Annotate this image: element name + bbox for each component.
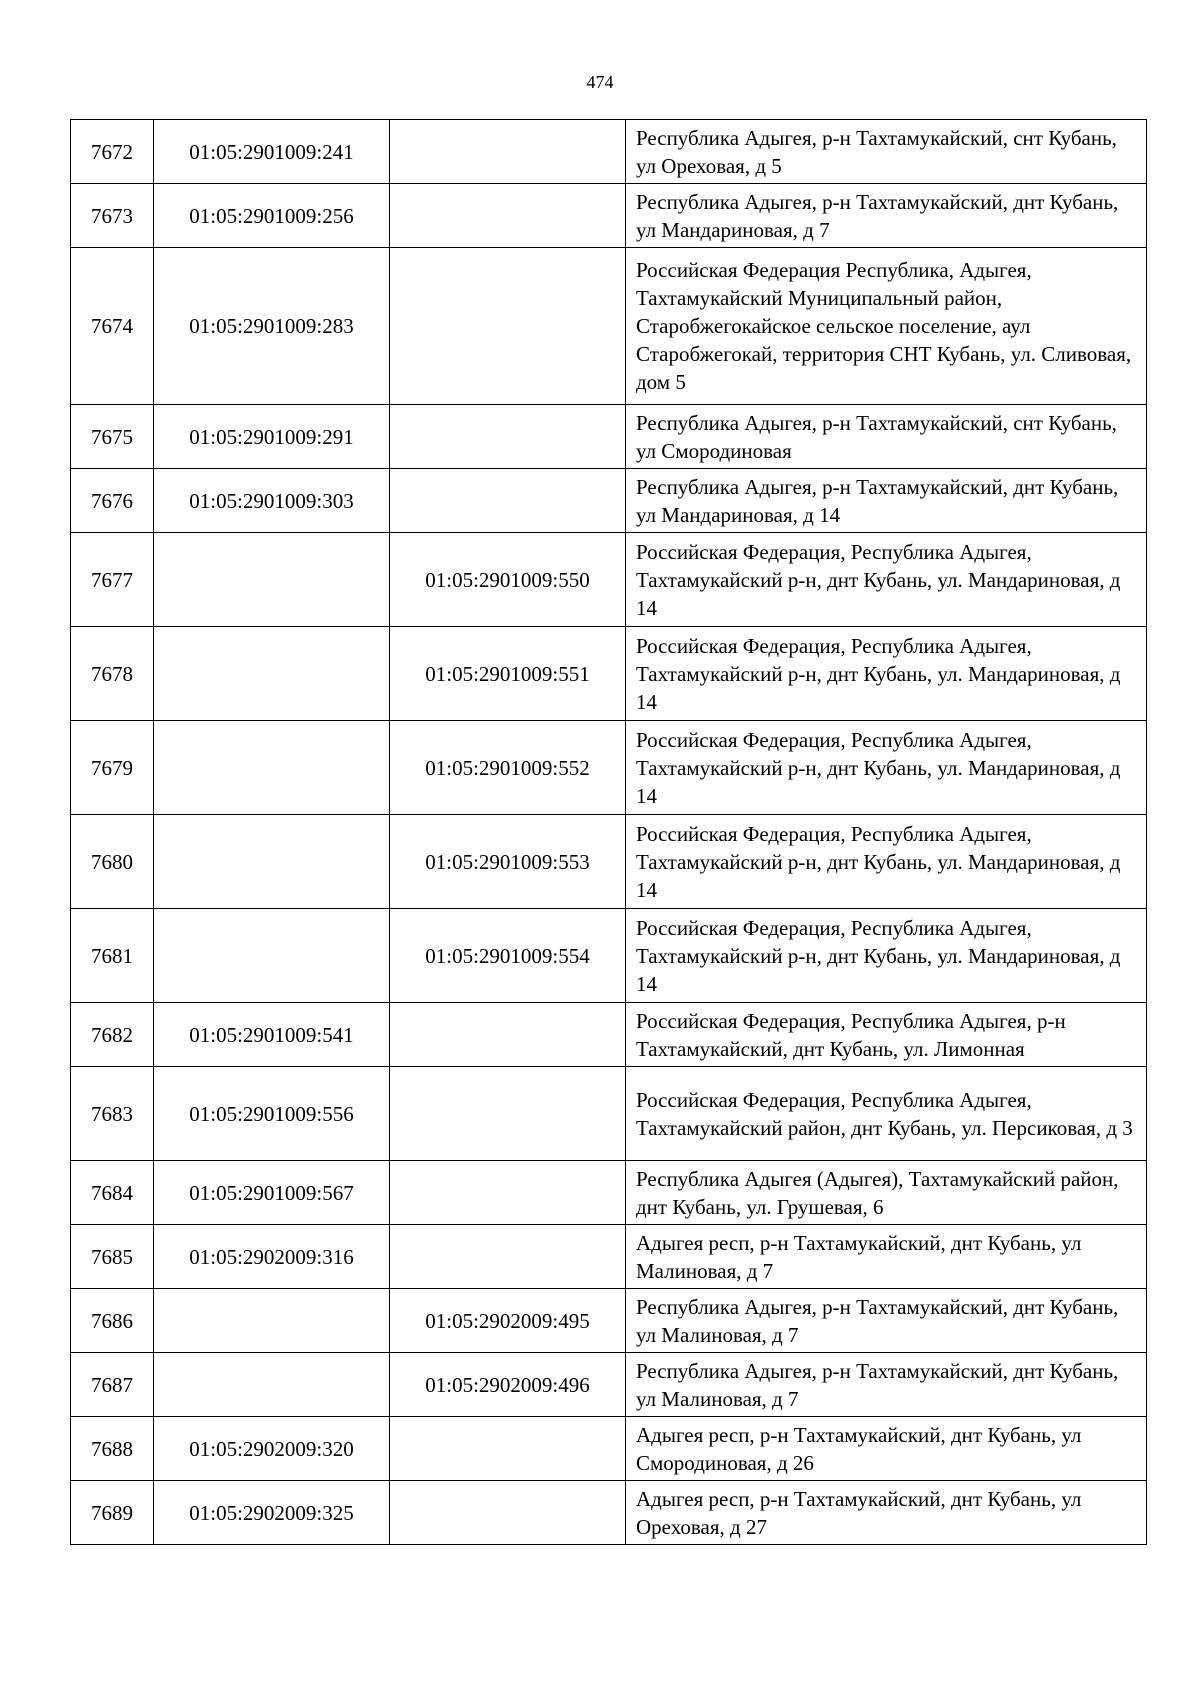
cadastral-number-cell: 01:05:2901009:241 — [154, 120, 390, 184]
table-row — [71, 1289, 1147, 1353]
address-cell: Республика Адыгея, р-н Тахтамукайский, днт Кубань, ул Мандариновая, д 14 — [626, 469, 1147, 533]
address-cell: Российская Федерация, Республика Адыгея, р-н Тахтамукайский, днт Кубань, ул. Лимонная — [626, 1003, 1147, 1067]
cadastral-number-cell: 01:05:2902009:320 — [154, 1417, 390, 1481]
address-cell: Республика Адыгея, р-н Тахтамукайский, днт Кубань, ул Малиновая, д 7 — [626, 1353, 1147, 1417]
table-row — [71, 469, 1147, 533]
cadastral-number-cell: 01:05:2901009:303 — [154, 469, 390, 533]
row-number-cell: 7678 — [71, 627, 154, 721]
related-cadastral-number-cell — [390, 405, 626, 469]
related-cadastral-number-cell: 01:05:2902009:496 — [390, 1353, 626, 1417]
cadastral-number-cell — [154, 1289, 390, 1353]
cadastral-number-cell: 01:05:2901009:291 — [154, 405, 390, 469]
address-cell: Республика Адыгея, р-н Тахтамукайский, снт Кубань, ул Ореховая, д 5 — [626, 120, 1147, 184]
row-number-cell: 7684 — [71, 1161, 154, 1225]
row-number-cell: 7689 — [71, 1481, 154, 1545]
row-number-cell: 7675 — [71, 405, 154, 469]
table-row — [71, 815, 1147, 909]
address-cell: Республика Адыгея, р-н Тахтамукайский, днт Кубань, ул Малиновая, д 7 — [626, 1289, 1147, 1353]
row-number-cell: 7677 — [71, 533, 154, 627]
cadastral-number-cell: 01:05:2902009:325 — [154, 1481, 390, 1545]
table-row — [71, 248, 1147, 405]
related-cadastral-number-cell: 01:05:2902009:495 — [390, 1289, 626, 1353]
cadastral-number-cell: 01:05:2901009:556 — [154, 1067, 390, 1161]
registry-table-body — [71, 120, 1147, 1545]
table-row — [71, 405, 1147, 469]
related-cadastral-number-cell — [390, 1003, 626, 1067]
row-number-cell: 7685 — [71, 1225, 154, 1289]
row-number-cell: 7688 — [71, 1417, 154, 1481]
address-cell: Республика Адыгея, р-н Тахтамукайский, днт Кубань, ул Мандариновая, д 7 — [626, 184, 1147, 248]
address-cell: Адыгея респ, р-н Тахтамукайский, днт Кубань, ул Малиновая, д 7 — [626, 1225, 1147, 1289]
table-row — [71, 909, 1147, 1003]
row-number-cell: 7673 — [71, 184, 154, 248]
table-row — [71, 1225, 1147, 1289]
related-cadastral-number-cell: 01:05:2901009:553 — [390, 815, 626, 909]
address-cell: Российская Федерация, Республика Адыгея, Тахтамукайский район, днт Кубань, ул. Персиковая, д 3 — [626, 1067, 1147, 1161]
table-row — [71, 1161, 1147, 1225]
cadastral-number-cell: 01:05:2901009:567 — [154, 1161, 390, 1225]
address-cell: Российская Федерация, Республика Адыгея, Тахтамукайский р-н, днт Кубань, ул. Мандариновая, д 14 — [626, 627, 1147, 721]
row-number-cell: 7683 — [71, 1067, 154, 1161]
cadastral-number-cell — [154, 909, 390, 1003]
address-cell: Адыгея респ, р-н Тахтамукайский, днт Кубань, ул Ореховая, д 27 — [626, 1481, 1147, 1545]
related-cadastral-number-cell — [390, 1161, 626, 1225]
row-number-cell: 7676 — [71, 469, 154, 533]
related-cadastral-number-cell — [390, 120, 626, 184]
table-row — [71, 1353, 1147, 1417]
page-number: 474 — [586, 72, 614, 92]
related-cadastral-number-cell — [390, 1225, 626, 1289]
cadastral-number-cell — [154, 533, 390, 627]
address-cell: Российская Федерация, Республика Адыгея, Тахтамукайский р-н, днт Кубань, ул. Мандариновая, д 14 — [626, 909, 1147, 1003]
address-cell: Республика Адыгея, р-н Тахтамукайский, снт Кубань, ул Смородиновая — [626, 405, 1147, 469]
related-cadastral-number-cell — [390, 469, 626, 533]
related-cadastral-number-cell: 01:05:2901009:551 — [390, 627, 626, 721]
row-number-cell: 7680 — [71, 815, 154, 909]
table-row — [71, 1417, 1147, 1481]
cadastral-number-cell — [154, 627, 390, 721]
address-cell: Российская Федерация, Республика Адыгея, Тахтамукайский р-н, днт Кубань, ул. Мандариновая, д 14 — [626, 815, 1147, 909]
related-cadastral-number-cell — [390, 1067, 626, 1161]
table-row — [71, 721, 1147, 815]
row-number-cell: 7681 — [71, 909, 154, 1003]
address-cell: Российская Федерация, Республика Адыгея, Тахтамукайский р-н, днт Кубань, ул. Мандариновая, д 14 — [626, 721, 1147, 815]
related-cadastral-number-cell — [390, 1481, 626, 1545]
related-cadastral-number-cell: 01:05:2901009:554 — [390, 909, 626, 1003]
cadastral-number-cell — [154, 1353, 390, 1417]
address-cell: Российская Федерация Республика, Адыгея, Тахтамукайский Муниципальный район, Старобжегокайское сельское поселение, аул Старобжегокай, территория СНТ Кубань, ул. Сливовая, дом 5 — [626, 248, 1147, 405]
row-number-cell: 7686 — [71, 1289, 154, 1353]
cadastral-number-cell: 01:05:2902009:316 — [154, 1225, 390, 1289]
cadastral-number-cell — [154, 815, 390, 909]
address-cell: Адыгея респ, р-н Тахтамукайский, днт Кубань, ул Смородиновая, д 26 — [626, 1417, 1147, 1481]
row-number-cell: 7682 — [71, 1003, 154, 1067]
table-row — [71, 1067, 1147, 1161]
related-cadastral-number-cell: 01:05:2901009:552 — [390, 721, 626, 815]
related-cadastral-number-cell — [390, 1417, 626, 1481]
row-number-cell: 7672 — [71, 120, 154, 184]
table-row — [71, 184, 1147, 248]
cadastral-number-cell — [154, 721, 390, 815]
table-row — [71, 1003, 1147, 1067]
address-cell: Российская Федерация, Республика Адыгея, Тахтамукайский р-н, днт Кубань, ул. Мандариновая, д 14 — [626, 533, 1147, 627]
related-cadastral-number-cell — [390, 184, 626, 248]
related-cadastral-number-cell: 01:05:2901009:550 — [390, 533, 626, 627]
registry-table — [70, 119, 1147, 1545]
related-cadastral-number-cell — [390, 248, 626, 405]
table-row — [71, 1481, 1147, 1545]
row-number-cell: 7679 — [71, 721, 154, 815]
row-number-cell: 7674 — [71, 248, 154, 405]
table-row — [71, 627, 1147, 721]
cadastral-number-cell: 01:05:2901009:541 — [154, 1003, 390, 1067]
cadastral-number-cell: 01:05:2901009:256 — [154, 184, 390, 248]
row-number-cell: 7687 — [71, 1353, 154, 1417]
address-cell: Республика Адыгея (Адыгея), Тахтамукайский район, днт Кубань, ул. Грушевая, 6 — [626, 1161, 1147, 1225]
table-row — [71, 120, 1147, 184]
table-row — [71, 533, 1147, 627]
cadastral-number-cell: 01:05:2901009:283 — [154, 248, 390, 405]
